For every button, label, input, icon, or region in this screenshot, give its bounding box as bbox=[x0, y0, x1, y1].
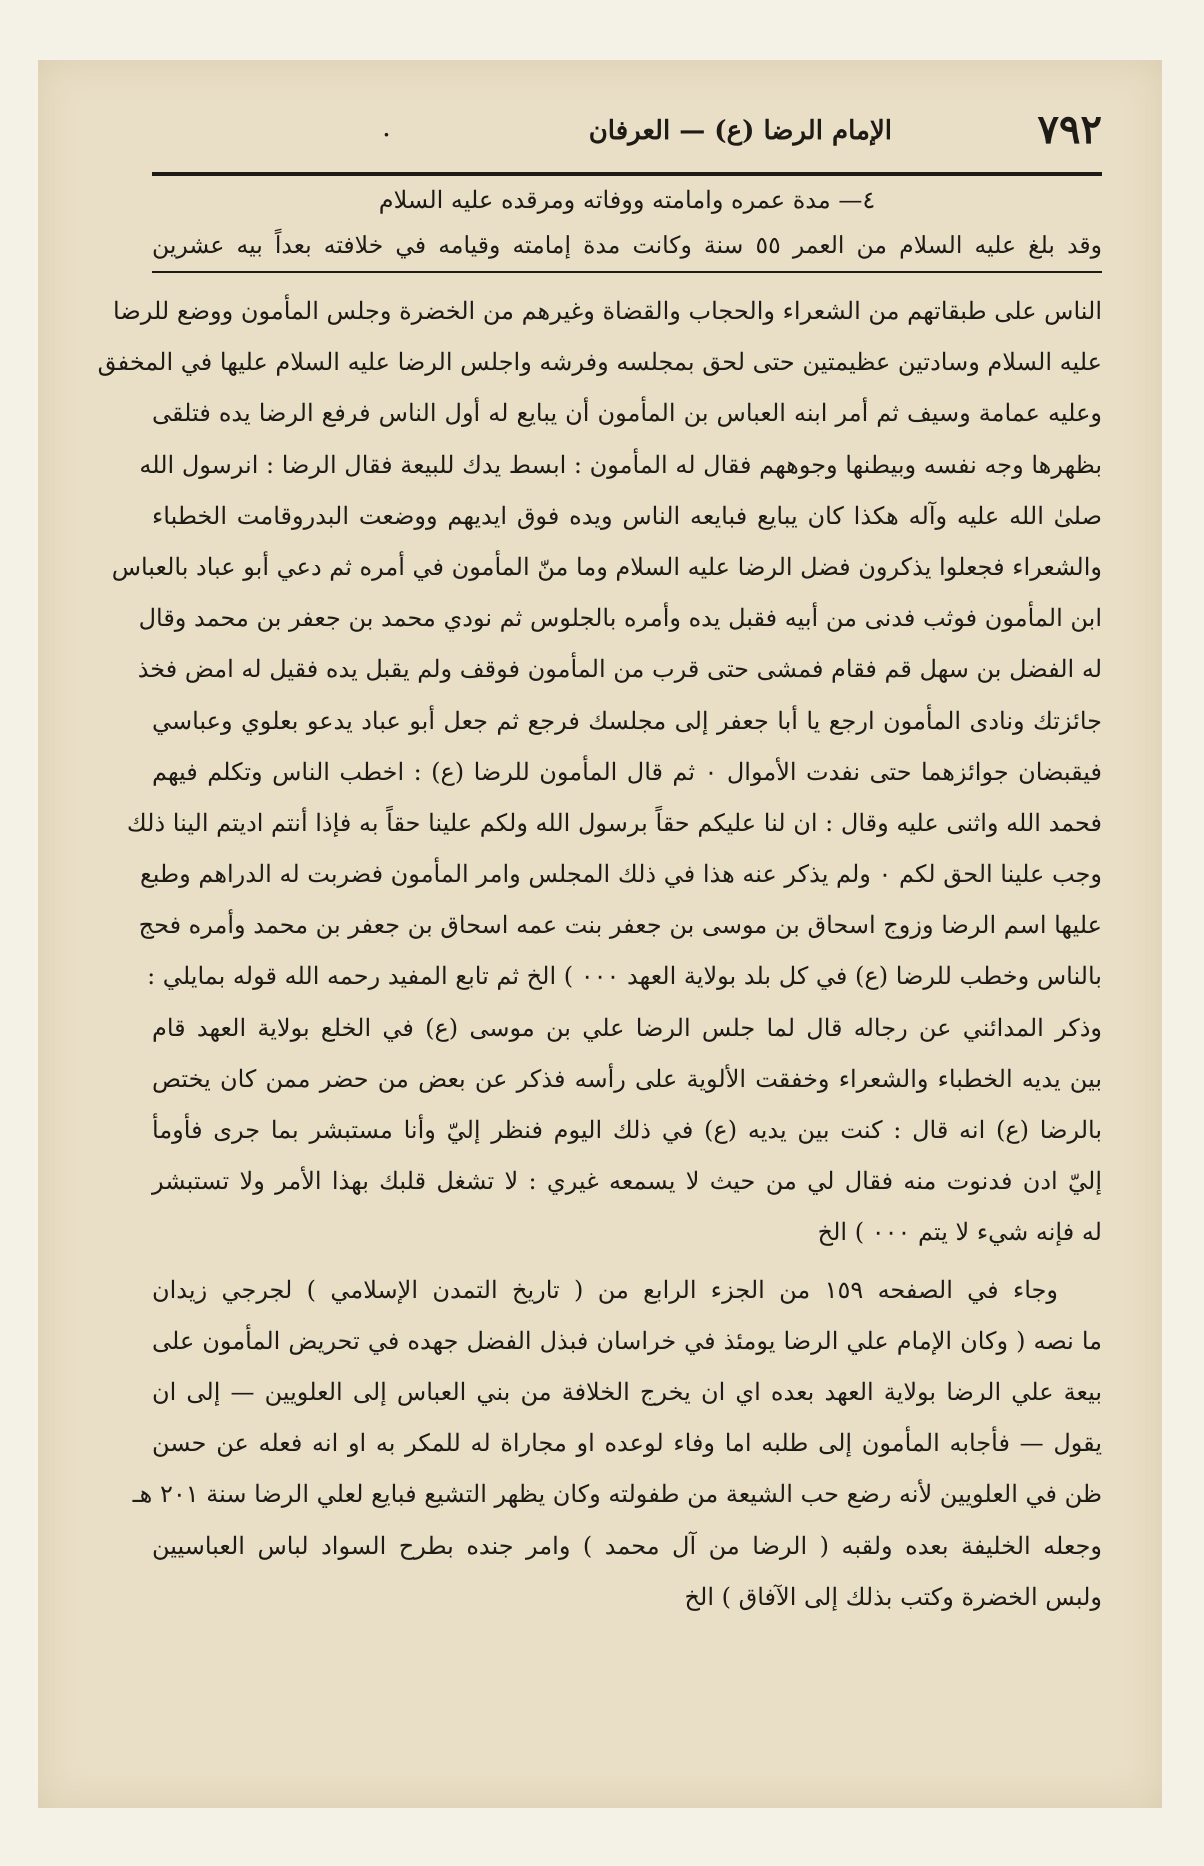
intro-line: وقد بلغ عليه السلام من العمر ٥٥ سنة وكانت مدة إمامته وقيامه في خلافته بعداً بيه عشرين bbox=[152, 231, 1102, 259]
text-line: وجب علينا الحق لكم ٠ ولم يذكر عنه هذا في ذلك المجلس وامر المأمون فضربت له الدراهم وطبع bbox=[140, 860, 1102, 889]
paragraph-1 bbox=[97, 286, 1102, 1259]
text-line: الناس على طبقاتهم من الشعراء والحجاب والقضاة وغيرهم من الخضرة وجلس المأمون ووضع للرضا bbox=[113, 297, 1102, 325]
text-line: فحمد الله واثنى عليه وقال : ان لنا عليكم حقاً برسول الله ولكم علينا حقاً به فإذا أنتم اديتم الينا ذلك bbox=[126, 808, 1102, 837]
text-line: بيعة علي الرضا بولاية العهد بعده اي ان يخرج الخلافة من بني العباس إلى العلويين — إلى ان bbox=[152, 1377, 1102, 1406]
text-line: بالرضا (ع) انه قال : كنت بين يديه (ع) في ذلك اليوم فنظر إليّ وأنا مستبشر بما جرى فأومأ bbox=[152, 1116, 1102, 1144]
text-line: يقول — فأجابه المأمون إلى طلبه اما وفاء لوعده او مجاراة له للمكر به او انه فعله عن حسن bbox=[152, 1429, 1103, 1458]
body-text bbox=[97, 286, 1103, 1623]
text-line: ظن في العلويين لأنه رضع حب الشيعة من طفولته وكان يظهر التشيع فبايع لعلي الرضا سنة ٢٠١ هـ bbox=[132, 1480, 1102, 1509]
text-line: جائزتك ونادى المأمون ارجع يا أبا جعفر إلى مجلسك فرجع ثم جعل أبو عباد يدعو بعلوي وعباسي bbox=[152, 706, 1102, 735]
text-line: وجاء في الصفحه ١٥٩ من الجزء الرابع من ( تاريخ التمدن الإسلامي ) لجرجي زيدان bbox=[152, 1275, 1058, 1304]
text-line: إليّ ادن فدنوت منه فقال لي من حيث لا يسمعه غيري : لا تشغل قلبك بهذا الأمر ولا تستبشر bbox=[152, 1167, 1102, 1196]
text-line: صلىٰ الله عليه وآله هكذا كان يبايع فبايعه الناس ويده فوق ايديهم ووضعت البدروقامت الخطباء bbox=[152, 501, 1102, 530]
text-line: وجعله الخليفة بعده ولقبه ( الرضا من آل محمد ) وامر جنده بطرح السواد لباس العباسيين bbox=[152, 1531, 1102, 1560]
text-line: له فإنه شيء لا يتم ٠٠٠ ) الخ bbox=[817, 1218, 1102, 1247]
text-line: ما نصه ( وكان الإمام علي الرضا يومئذ في خراسان فبذل الفضل جهده في تحريض المأمون على bbox=[152, 1326, 1102, 1355]
paragraph-2 bbox=[132, 1265, 1103, 1623]
text-line: عليها اسم الرضا وزوج اسحاق بن موسى بن جعفر بنت عمه اسحاق بن جعفر بن محمد وأمره فحج bbox=[138, 911, 1102, 940]
text-line: فيقبضان جوائزهما حتى نفدت الأموال ٠ ثم قال المأمون للرضا (ع) : اخطب الناس وتكلم فيهم bbox=[152, 757, 1102, 786]
page-header bbox=[152, 102, 1102, 158]
text-line: له الفضل بن سهل قم فقام فمشى حتى قرب من المأمون فوقف ولم يقبل يده فقيل له امض فخذ bbox=[137, 655, 1102, 684]
page-number: ٧٩٢ bbox=[1037, 106, 1102, 153]
text-line: ولبس الخضرة وكتب بذلك إلى الآفاق ) الخ bbox=[684, 1582, 1102, 1611]
text-line: والشعراء فجعلوا يذكرون فضل الرضا عليه السلام وما منّ المأمون في أمره ثم دعي أبو عباد بالعباس bbox=[111, 552, 1102, 581]
text-line: عليه السلام وسادتين عظيمتين حتى لحق بمجلسه وفرشه واجلس الرضا عليه السلام عليها في المخفق bbox=[97, 348, 1102, 377]
header-rule bbox=[152, 172, 1102, 176]
section-title: ٤— مدة عمره وامامته ووفاته ومرقده عليه السلام bbox=[378, 186, 876, 214]
text-line: بالناس وخطب للرضا (ع) في كل بلد بولاية العهد ٠٠٠ ) الخ ثم تابع المفيد رحمه الله قوله بمايلي : bbox=[147, 962, 1102, 991]
text-line: ابن المأمون فوثب فدنى من أبيه فقبل يده وأمره بالجلوس ثم نودي محمد بن جعفر بن محمد وقال bbox=[138, 604, 1102, 633]
text-line: وذكر المدائني عن رجاله قال لما جلس الرضا علي بن موسى (ع) في الخلع بولاية العهد قام bbox=[152, 1013, 1102, 1042]
running-title: الإمام الرضا (ع) — العرفان bbox=[588, 116, 892, 146]
text-line: وعليه عمامة وسيف ثم أمر ابنه العباس بن المأمون أن يبايع له أول الناس فرفع الرضا يده فتلقى bbox=[152, 399, 1102, 428]
section-rule bbox=[152, 271, 1102, 273]
header-dot: . bbox=[382, 110, 391, 143]
text-line: بين يديه الخطباء والشعراء وخفقت الألوية على رأسه فذكر عن بعض من حضر ممن كان يختص bbox=[152, 1064, 1102, 1093]
text-line: بظهرها وجه نفسه وبيطنها وجوههم فقال له المأمون : ابسط يدك للبيعة فقال الرضا : انرسول الله bbox=[139, 450, 1102, 479]
